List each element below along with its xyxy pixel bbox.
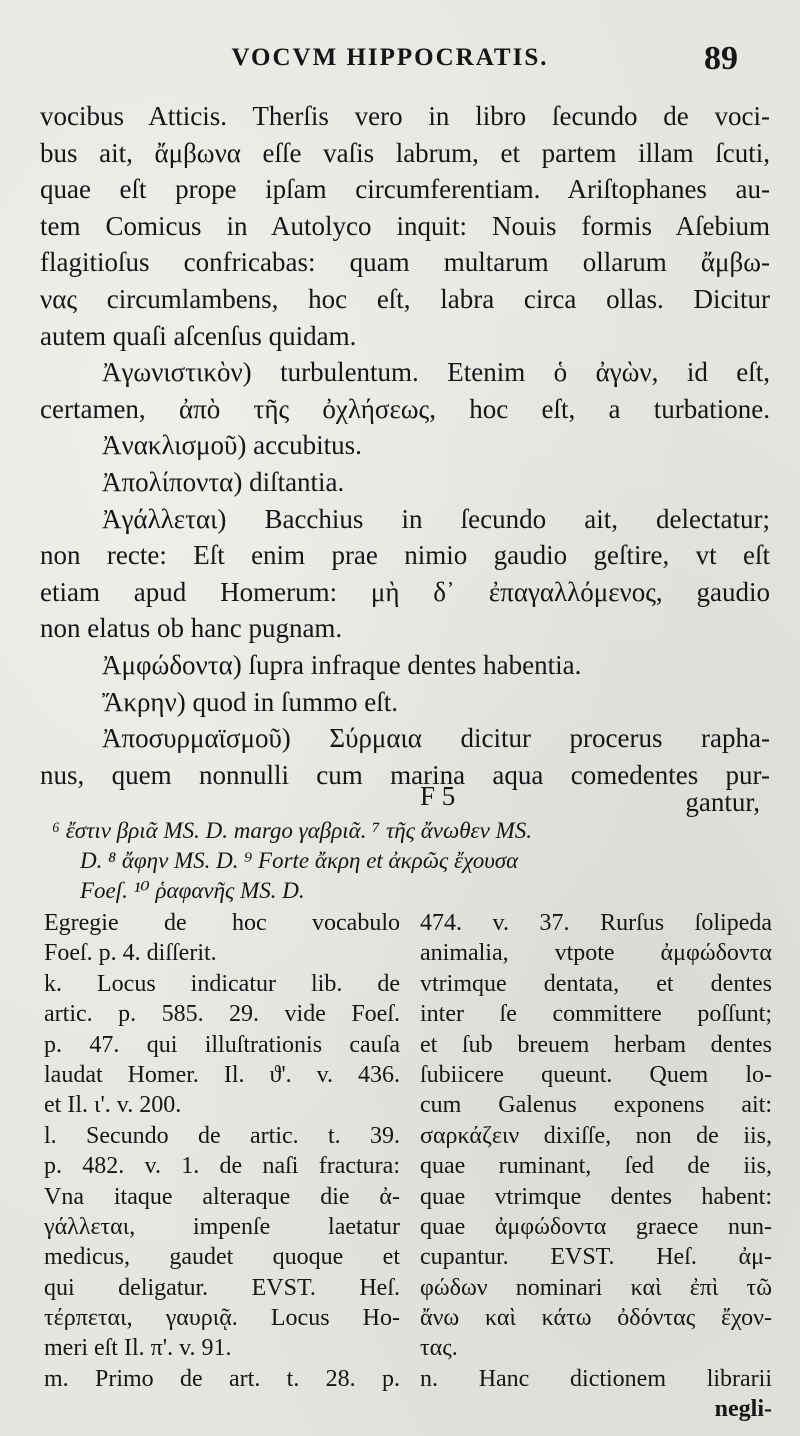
column-line: vtrimque dentata, et dentes xyxy=(420,970,772,997)
column-line: τέρπεται, γαυριᾷ. Locus Ho- xyxy=(44,1305,400,1332)
main-text xyxy=(40,98,770,793)
column-line: quae ἀμφώδοντα graece nun- xyxy=(420,1213,772,1240)
column-line: inter ſe committere poſſunt; xyxy=(420,1001,772,1028)
column-line: m. Primo de art. t. 28. p. xyxy=(44,1365,400,1392)
text-line: autem quaſi aſcenſus quidam. xyxy=(40,320,357,351)
column-line: 474. v. 37. Rurſus ſolipeda xyxy=(420,910,772,936)
column-line: k. Locus indicatur lib. de xyxy=(44,970,400,997)
page-header xyxy=(40,36,740,80)
text-line: vocibus Atticis. Therſis vero in libro ſecundo de voci- xyxy=(40,101,770,131)
column-line: et ſub breuem herbam dentes xyxy=(420,1031,772,1058)
column-line: artic. p. 585. 29. vide Foeſ. xyxy=(44,1001,400,1028)
footnote-line: D. ⁸ ἄφην MS. D. ⁹ Forte ἄκρη et ἀκρῶς ἔχουσα xyxy=(80,848,519,873)
footnote-line: Foeſ. ¹⁰ ῥαφανῆς MS. D. xyxy=(80,878,305,903)
text-line: nus, quem nonnulli cum marina aqua comedentes pur- xyxy=(40,759,770,790)
column-line: Foeſ. p. 4. diſſerit. xyxy=(44,940,217,967)
catchword: gantur, xyxy=(685,787,760,817)
text-line: Ἄκρην) quod in ſummo eſt. xyxy=(102,686,398,717)
text-line: etiam apud Homerum: μὴ δ᾽ ἐπαγαλλόμενος, gaudio xyxy=(40,576,770,607)
running-head: VOCVM HIPPOCRATIS. xyxy=(231,44,549,71)
column-line: Egregie de hoc vocabulo xyxy=(44,910,400,936)
column-line: p. 47. qui illuſtrationis cauſa xyxy=(44,1031,400,1058)
column-line: l. Secundo de artic. t. 39. xyxy=(44,1122,400,1149)
commentary-right-column xyxy=(420,908,772,1423)
column-line: ſubiicere queunt. Quem lo- xyxy=(420,1061,772,1088)
text-line: flagitioſus confricabas: quam multarum ollarum ἄμβω- xyxy=(40,247,770,278)
column-line: et Il. ι'. v. 200. xyxy=(44,1092,182,1119)
column-line: medicus, gaudet quoque et xyxy=(44,1244,400,1271)
footnote-line: ⁶ ἔστιν βριᾶ MS. D. margo γαβριᾶ. ⁷ τῆς ἄνωθεν MS. xyxy=(52,818,532,843)
signature-mark: F 5 xyxy=(420,781,456,811)
column-line: n. Hanc dictionem librarii xyxy=(420,1365,772,1392)
column-line: p. 482. v. 1. de naſi fractura: xyxy=(44,1153,400,1180)
commentary-left-column xyxy=(44,908,400,1416)
text-line: certamen, ἀπὸ τῆς ὀχλήσεως, hoc eſt, a turbatione. xyxy=(40,393,770,424)
footnotes xyxy=(52,816,770,906)
column-line: σαρκάζειν dixiſſe, non de iis, xyxy=(420,1122,772,1149)
text-line: tem Comicus in Autolyco inquit: Nouis formis Aſebium xyxy=(40,210,770,241)
text-line: Ἀγωνιστικὸν) turbulentum. Etenim ὁ ἀγὼν, id eſt, xyxy=(102,357,770,388)
catchword-bottom: negli- xyxy=(714,1396,772,1423)
column-line: Vna itaque alteraque die ἀ- xyxy=(44,1183,400,1210)
text-line: Ἀγάλλεται) Bacchius in ſecundo ait, delectatur; xyxy=(102,503,770,534)
text-line: Ἀποσυρμαϊσμοῦ) Σύρμαια dicitur procerus rapha- xyxy=(102,723,770,754)
column-line: quae vtrimque dentes habent: xyxy=(420,1183,772,1210)
signature-line xyxy=(40,778,770,817)
column-line: qui deligatur. EVST. Heſ. xyxy=(44,1274,400,1301)
text-line: Ἀνακλισμοῦ) accubitus. xyxy=(102,430,362,461)
text-line: non recte: Eſt enim prae nimio gaudio geſtire, vt eſt xyxy=(40,540,770,571)
column-line: laudat Homer. Il. ϑ'. v. 436. xyxy=(44,1061,400,1088)
column-line: cum Galenus exponens ait: xyxy=(420,1092,772,1119)
column-line: cupantur. EVST. Heſ. ἀμ- xyxy=(420,1244,772,1271)
text-line: non elatus ob hanc pugnam. xyxy=(40,613,343,644)
text-line: νας circumlambens, hoc eſt, labra circa ollas. Dicitur xyxy=(40,283,770,314)
column-line: φώδων nominari καὶ ἐπὶ τῶ xyxy=(420,1274,772,1301)
text-line: bus ait, ἄμβωνα eſſe vaſis labrum, et partem illam ſcuti, xyxy=(40,137,770,168)
page-number: 89 xyxy=(704,40,738,77)
column-line: τας. xyxy=(420,1335,458,1362)
column-line: animalia, vtpote ἀμφώδοντα xyxy=(420,940,772,967)
column-line: ἄνω καὶ κάτω ὀδόντας ἔχον- xyxy=(420,1305,772,1332)
column-line: γάλλεται, impenſe laetatur xyxy=(44,1213,400,1240)
text-line: Ἀμφώδοντα) ſupra infraque dentes habentia. xyxy=(102,649,582,680)
text-line: quae eſt prope ipſam circumferentiam. Ariſtophanes au- xyxy=(40,174,770,205)
column-line: quae ruminant, ſed de iis, xyxy=(420,1153,772,1180)
commentary-columns xyxy=(44,908,772,1423)
text-line: Ἀπολίποντα) diſtantia. xyxy=(102,466,345,497)
column-line: meri eſt Il. π'. v. 91. xyxy=(44,1335,232,1362)
